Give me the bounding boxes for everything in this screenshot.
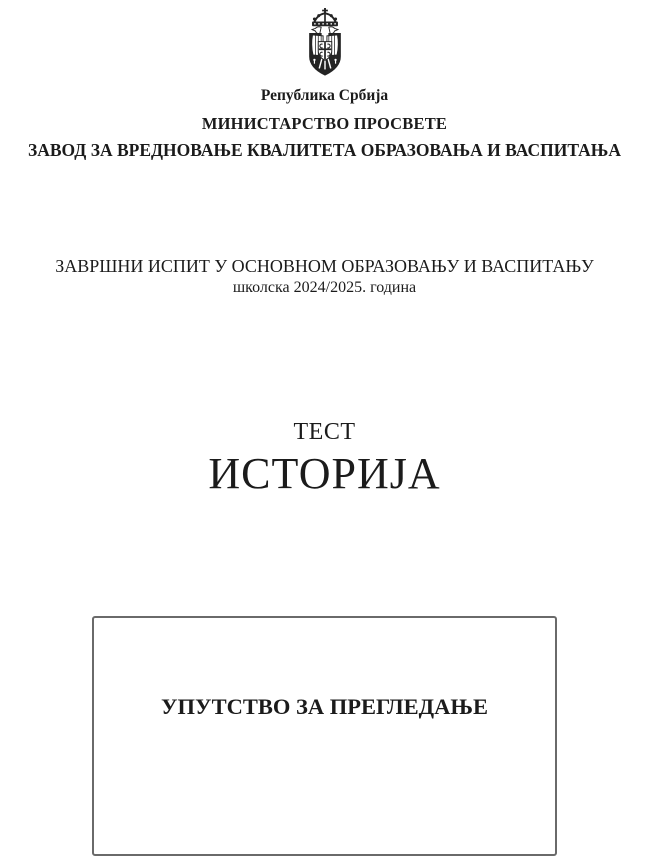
exam-title: ЗАВРШНИ ИСПИТ У ОСНОВНОМ ОБРАЗОВАЊУ И ВАСПИТАЊУ [55,256,594,276]
test-label: ТЕСТ [293,419,356,445]
ministry-name: МИНИСТАРСТВО ПРОСВЕТЕ [201,114,448,133]
instructions-title: УПУТСТВО ЗА ПРЕГЛЕДАЊЕ [161,694,488,719]
institute-name: ЗАВОД ЗА ВРЕДНОВАЊЕ КВАЛИТЕТА ОБРАЗОВАЊА И ВАСПИТАЊА [28,140,621,160]
school-year: школска 2024/2025. година [232,279,417,296]
test-subject-title: ИСТОРИЈА [208,449,441,498]
instructions-box [92,616,557,856]
serbia-coat-of-arms-icon [0,0,649,80]
country-name: Република Србија [260,87,389,104]
